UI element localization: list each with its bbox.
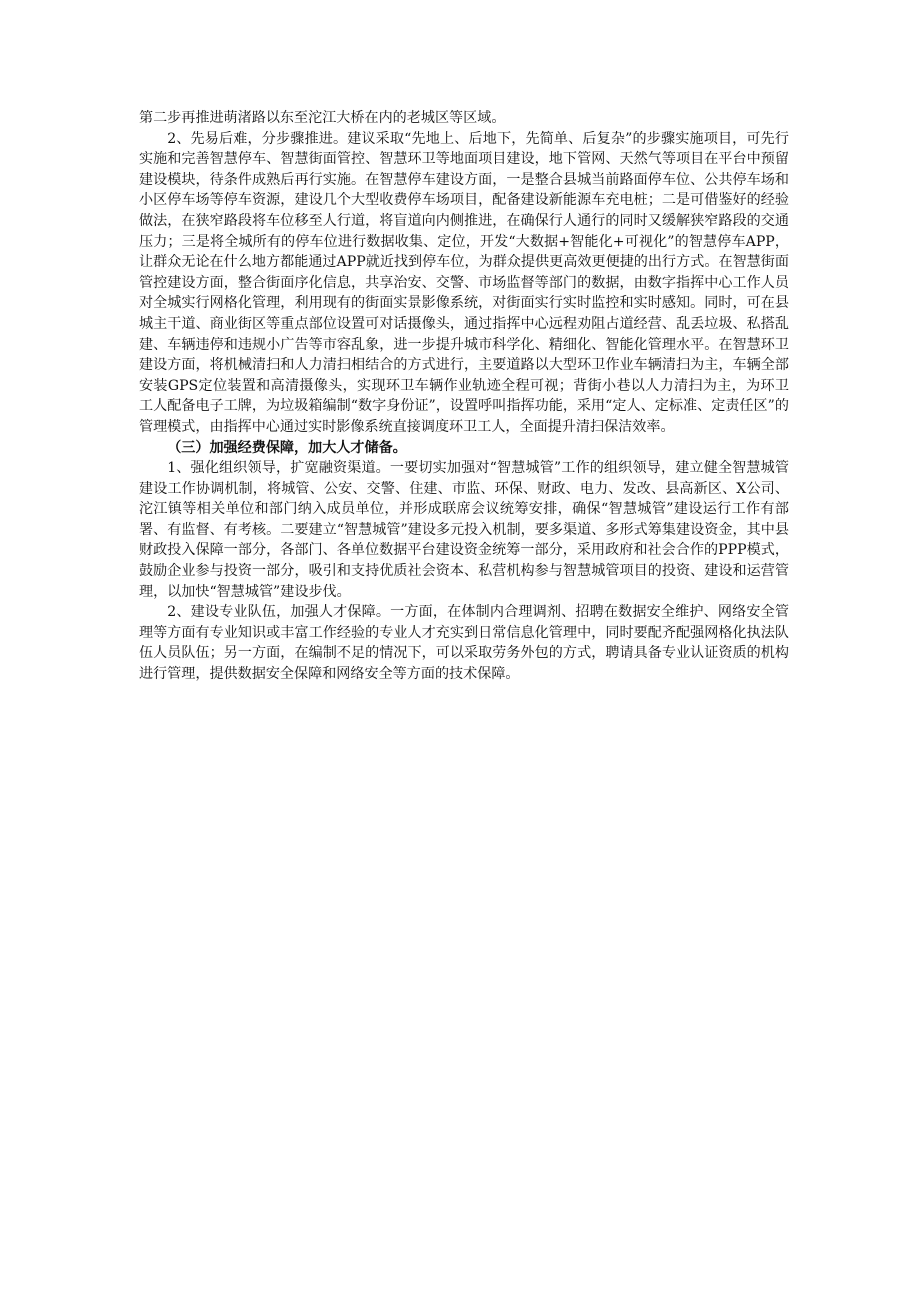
paragraph-item-1: 1、强化组织领导，扩宽融资渠道。一要切实加强对“智慧城管”工作的组织领导，建立健全智慧城管建设工作协调机制，将城管、公安、交警、住建、市监、环保、财政、电力、发改、县高新区、X公司、沱江镇等相关单位和部门纳入成员单位，并形成联席会议统筹安排，确保“智慧城管”建设运行工作有部署、有监督、有考核。二要建立“智慧城管”建设多元投入机制，要多渠道、多形式筹集建设资金，其中县财政投入保障一部分，各部门、各单位数据平台建设资金统筹一部分，采用政府和社会合作的PPP模式，鼓励企业参与投资一部分，吸引和支持优质社会资本、私营机构参与智慧城管项目的投资、建设和运营管理，以加快“智慧城管”建设步伐。 — [139, 460, 789, 600]
paragraph-step-2: 2、先易后难，分步骤推进。建议采取“先地上、后地下，先简单、后复杂”的步骤实施项目，可先行实施和完善智慧停车、智慧街面管控、智慧环卫等地面项目建设，地下管网、天然气等项目在平台中预留建设模块，待条件成熟后再行实施。在智慧停车建设方面，一是整合县城当前路面停车位、公共停车场和小区停车场等停车资源，建设几个大型收费停车场项目，配备建设新能源车充电桩；二是可借鉴好的经验做法，在狭窄路段将车位移至人行道，将盲道向内侧推进，在确保行人通行的同时又缓解狭窄路段的交通压力；三是将全城所有的停车位进行数据收集、定位，开发“大数据+智能化+可视化”的智慧停车APP，让群众无论在什么地方都能通过APP就近找到停车位，为群众提供更高效更便捷的出行方式。在智慧街面管控建设方面，整合街面序化信息，共享治安、交警、市场监督等部门的数据，由数字指挥中心工作人员对全城实行网格化管理，利用现有的街面实景影像系统，对街面实行实时监控和实时感知。同时，可在县城主干道、商业街区等重点部位设置可对话摄像头，通过指挥中心远程劝阻占道经营、乱丢垃圾、私搭乱建、车辆违停和违规小广告等市容乱象，进一步提升城市科学化、精细化、智能化管理水平。在智慧环卫建设方面，将机械清扫和人力清扫相结合的方式进行，主要道路以大型环卫作业车辆清扫为主，车辆全部安装GPS定位装置和高清摄像头，实现环卫车辆作业轨迹全程可视；背街小巷以人力清扫为主，为环卫工人配备电子工牌，为垃圾箱编制“数字身份证”，设置呼叫指挥功能，采用“定人、定标准、定责任区”的管理模式，由指挥中心通过实时影像系统直接调度环卫工人，全面提升清扫保洁效率。 — [139, 130, 789, 435]
paragraph-item-2: 2、建设专业队伍，加强人才保障。一方面，在体制内合理调剂、招聘在数据安全维护、网络安全管理等方面有专业知识或丰富工作经验的专业人才充实到日常信息化管理中，同时要配齐配强网格化执法队伍人员队伍；另一方面，在编制不足的情况下，可以采取劳务外包的方式，聘请具备专业认证资质的机构进行管理，提供数据安全保障和网络安全等方面的技术保障。 — [139, 604, 789, 683]
section-heading-3: （三）加强经费保障，加大人才储备。 — [167, 439, 407, 456]
document-page — [139, 108, 789, 685]
paragraph-continuation: 第二步再推进萌渚路以东至沱江大桥在内的老城区等区域。 — [139, 110, 506, 126]
